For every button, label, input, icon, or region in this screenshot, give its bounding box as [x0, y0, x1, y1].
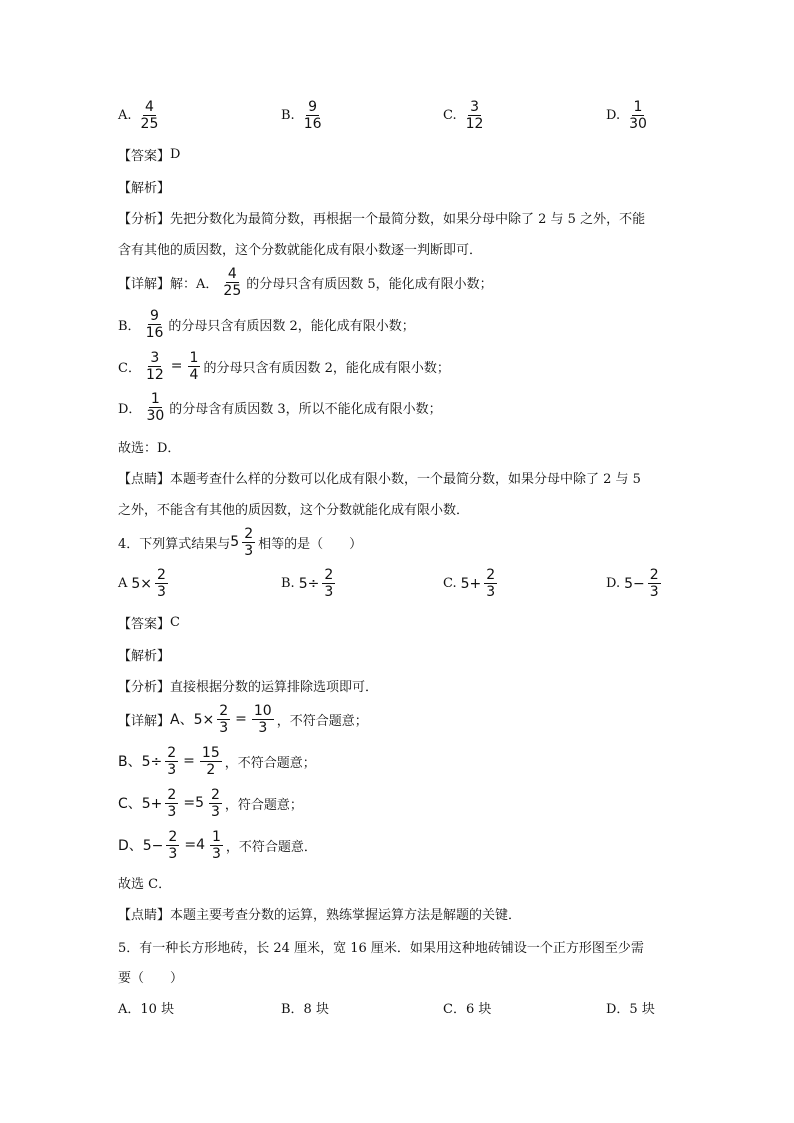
fraction — [188, 351, 201, 382]
q3-option-a — [118, 100, 163, 131]
denominator: 2 — [206, 761, 216, 778]
text: 本题考查什么样的分数可以化成有限小数，一个最简分数，如果分母中除了 2 与 5 — [170, 471, 641, 487]
text: 5+ — [460, 575, 482, 592]
denominator: 16 — [303, 116, 322, 132]
q5-option-c — [443, 993, 491, 1021]
fraction — [322, 568, 335, 599]
text: D — [170, 146, 181, 162]
text: 含有其他的质因数，这个分数就能化成有限小数逐一判断即可． — [118, 242, 483, 258]
denominator: 3 — [486, 584, 496, 600]
numerator: 2 — [167, 744, 177, 761]
text: C. — [443, 108, 457, 123]
denominator: 3 — [649, 584, 659, 600]
text: 【解析】 — [118, 180, 171, 196]
numerator: 2 — [157, 567, 166, 583]
text: 的分母只含有质因数 2，能化成有限小数； — [168, 318, 415, 334]
numerator: 2 — [167, 786, 177, 803]
text: 【答案】 — [118, 148, 171, 164]
text: B． — [118, 318, 141, 334]
denominator: 3 — [210, 803, 220, 820]
denominator: 25 — [223, 282, 242, 299]
denominator: 25 — [140, 116, 159, 132]
q4-fenxi — [118, 671, 694, 699]
fraction — [221, 267, 243, 298]
text: 直接根据分数的运算排除选项即可． — [170, 679, 379, 695]
numerator: 2 — [210, 786, 220, 803]
q5-stem-line2 — [118, 962, 694, 990]
text: = — [183, 753, 195, 769]
text: 的分母只含有质因数 5，能化成有限小数； — [246, 276, 493, 292]
q4-detail-c — [118, 786, 694, 820]
text: 故选 C． — [118, 876, 172, 892]
numerator: 2 — [486, 567, 496, 583]
text: C．6 块 — [443, 1001, 492, 1017]
text: 先把分数化为最简分数，再根据一个最简分数，如果分母中除了 2 与 5 之外，不能 — [170, 211, 646, 227]
q3-comment-line1 — [118, 463, 694, 491]
denominator: 3 — [219, 719, 229, 736]
denominator: 3 — [167, 761, 177, 778]
text: B. — [281, 576, 295, 591]
text: B. — [281, 108, 295, 123]
text: 【详解】 — [118, 276, 171, 292]
text: 4．下列算式结果与 — [118, 536, 231, 552]
mixed-number — [230, 527, 258, 558]
text: = — [235, 711, 247, 727]
text: 本题主要考查分数的运算，熟练掌握运算方法是解题的关键． — [170, 907, 522, 923]
numerator: 2 — [219, 702, 229, 719]
q3-option-b — [281, 100, 327, 131]
fraction — [165, 788, 178, 819]
fraction — [200, 746, 222, 777]
text: 5 — [230, 534, 240, 550]
fraction — [217, 704, 230, 735]
numerator: 2 — [324, 567, 334, 583]
numerator: 1 — [211, 828, 221, 845]
text: 【点睛】 — [118, 907, 171, 923]
numerator: 4 — [227, 265, 237, 282]
numerator: 3 — [150, 349, 160, 366]
text: =5 — [183, 795, 204, 811]
denominator: 4 — [189, 366, 199, 383]
text: ，不符合题意． — [225, 839, 317, 855]
fraction — [139, 100, 161, 131]
q4-option-c — [443, 568, 500, 599]
denominator: 3 — [211, 845, 221, 862]
q3-detail-d — [118, 390, 694, 424]
text: B．8 块 — [281, 1001, 329, 1017]
denominator: 3 — [258, 719, 268, 736]
text: 相等的是（ ） — [258, 536, 363, 552]
text: ，不符合题意； — [224, 755, 316, 771]
fraction — [484, 568, 497, 599]
numerator: 1 — [150, 390, 160, 407]
text: C． — [118, 360, 141, 376]
text: 的分母含有质因数 3，所以不能化成有限小数； — [169, 401, 442, 417]
fraction — [210, 830, 223, 861]
fraction — [165, 746, 178, 777]
text: A．10 块 — [118, 1001, 175, 1017]
numerator: 9 — [308, 99, 318, 115]
text: 解：A． — [170, 276, 219, 292]
q4-option-a — [118, 568, 171, 599]
fraction — [302, 100, 324, 131]
text: C、5+ — [118, 796, 163, 812]
text: C — [170, 614, 180, 630]
denominator: 3 — [157, 584, 166, 600]
numerator: 9 — [150, 307, 159, 324]
q5-option-a — [118, 993, 174, 1021]
q3-answer — [118, 140, 694, 168]
q4-option-d — [606, 568, 664, 599]
q5-option-b — [281, 993, 329, 1021]
numerator: 3 — [470, 99, 479, 115]
text: B、5÷ — [118, 754, 163, 770]
denominator: 3 — [324, 584, 334, 600]
denominator: 30 — [629, 116, 647, 132]
q4-answer — [118, 608, 694, 636]
fraction — [144, 392, 166, 423]
q5-stem-line1 — [118, 932, 694, 960]
fraction — [242, 527, 255, 558]
denominator: 16 — [145, 324, 164, 341]
text: 5÷ — [298, 575, 320, 592]
text: A、5× — [170, 712, 215, 728]
fraction — [144, 351, 166, 382]
text: ，符合题意； — [224, 797, 303, 813]
fraction — [464, 100, 486, 131]
text: 【解析】 — [118, 648, 171, 664]
text: 【详解】 — [118, 713, 171, 729]
numerator: 2 — [649, 567, 659, 583]
q3-comment-line2 — [118, 494, 694, 522]
q3-detail-c — [118, 349, 694, 383]
fraction — [648, 568, 661, 599]
text: 5．有一种长方形地砖，长 24 厘米，宽 16 厘米．如果用这种地砖铺设一个正方形图至少需 — [118, 940, 644, 956]
text: 5× — [131, 575, 153, 592]
q3-option-c — [443, 100, 488, 131]
text: C. — [443, 576, 457, 591]
q3-detail-b — [118, 307, 694, 341]
denominator: 12 — [145, 366, 164, 383]
text: D. — [606, 576, 621, 591]
denominator: 3 — [168, 845, 178, 862]
numerator: 1 — [189, 349, 199, 366]
denominator: 12 — [465, 116, 484, 132]
numerator: 10 — [253, 702, 272, 719]
text: D、5− — [118, 838, 164, 854]
q3-choose — [118, 432, 694, 460]
text: 【分析】 — [118, 211, 171, 227]
text: D．5 块 — [606, 1001, 655, 1017]
text: A — [118, 576, 128, 591]
text: D． — [118, 401, 142, 417]
q4-choose — [118, 868, 694, 896]
q4-detail-b — [118, 744, 694, 778]
denominator: 3 — [244, 542, 254, 559]
q4-option-b — [281, 568, 338, 599]
text: 【点睛】 — [118, 471, 171, 487]
text: = — [170, 358, 183, 374]
q3-analysis-tag — [118, 172, 694, 200]
numerator: 15 — [201, 744, 220, 761]
fraction — [166, 830, 179, 861]
denominator: 3 — [167, 803, 177, 820]
fraction — [252, 704, 274, 735]
text: =4 — [184, 837, 205, 853]
text: A. — [118, 108, 132, 123]
q4-stem — [118, 525, 694, 559]
q4-detail-d — [118, 828, 694, 862]
q3-option-d — [606, 100, 652, 131]
q4-analysis-tag — [118, 640, 694, 668]
denominator: 30 — [146, 407, 165, 424]
text: ，不符合题意； — [276, 713, 368, 729]
text: 【答案】 — [118, 616, 171, 632]
numerator: 1 — [633, 99, 643, 115]
text: 要（ ） — [118, 970, 184, 986]
q5-option-d — [606, 993, 655, 1021]
text: 【分析】 — [118, 679, 171, 695]
text: 5− — [624, 575, 645, 592]
q3-detail-a — [118, 265, 694, 299]
q4-comment — [118, 899, 694, 927]
numerator: 4 — [144, 99, 154, 115]
text: 的分母只含有质因数 2，能化成有限小数； — [203, 360, 450, 376]
q4-detail-a — [118, 702, 694, 736]
text: 故选：D． — [118, 440, 181, 456]
text: D. — [606, 108, 621, 123]
numerator: 2 — [244, 525, 254, 542]
fraction — [155, 568, 168, 599]
numerator: 2 — [168, 828, 178, 845]
text: 之外，不能含有其他的质因数，这个分数就能化成有限小数． — [118, 502, 470, 518]
q3-fenxi-line2 — [118, 234, 694, 262]
fraction — [627, 100, 649, 131]
q3-fenxi-line1 — [118, 203, 694, 231]
fraction — [144, 309, 166, 340]
fraction — [209, 788, 222, 819]
